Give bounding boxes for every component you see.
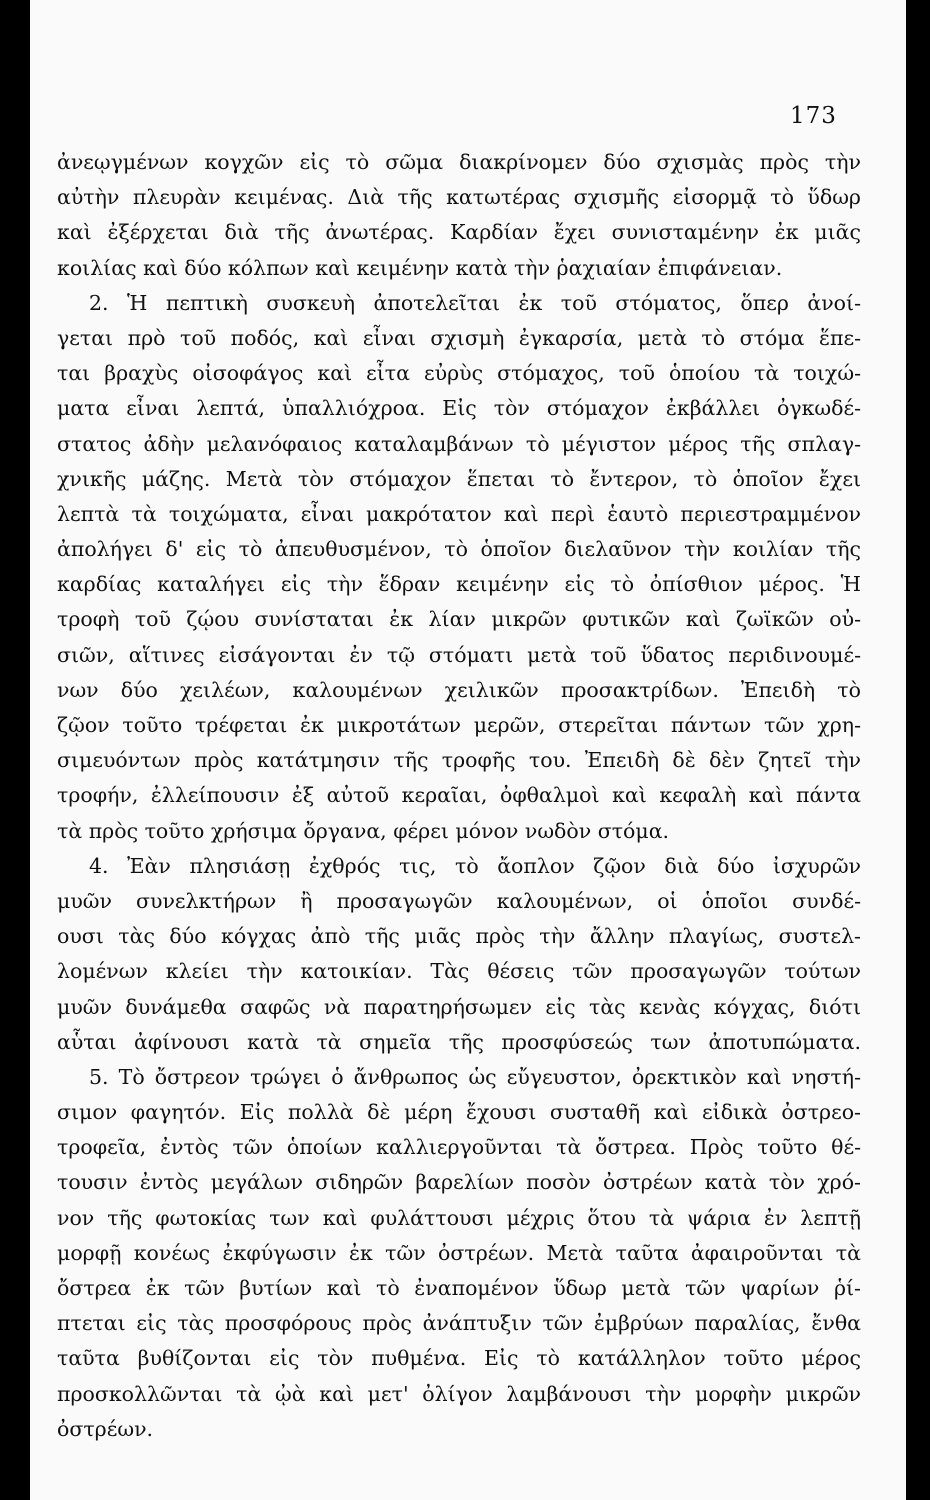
text-line: μυῶν δυνάμεθα σαφῶς νὰ παρατηρήσωμεν εἰς τὰς κενὰς κόγχας, διότι — [57, 994, 861, 1019]
text-line: λεπτὰ τὰ τοιχώματα, εἶναι μακρότατον καὶ περὶ ἑαυτὸ περιεστραμμένον — [57, 501, 861, 526]
text-line: σιμον φαγητόν. Εἰς πολλὰ δὲ μέρη ἔχουσι συσταθῆ καὶ εἰδικὰ ὀστρεο- — [57, 1100, 861, 1125]
text-line: τουσιν ἐντὸς μεγάλων σιδηρῶν βαρελίων ποσὸν ὀστρέων κατὰ τὸν χρό- — [57, 1170, 861, 1195]
text-line: μυῶν συνελκτήρων ἢ προσαγωγῶν καλουμένων, οἱ ὁποῖοι συνδέ- — [57, 888, 861, 913]
text-line: ται βραχὺς οἰσοφάγος καὶ εἶτα εὐρὺς στόμαχος, τοῦ ὁποίου τὰ τοιχώ- — [57, 361, 861, 386]
text-line: καρδίας καταλήγει εἰς τὴν ἕδραν κειμένην εἰς τὸ ὀπίσθιον μέρος. Ἡ — [57, 572, 861, 597]
text-line: χνικῆς μάζης. Μετὰ τὸν στόμαχον ἕπεται τὸ ἔντερον, τὸ ὁποῖον ἔχει — [57, 466, 861, 491]
text-line: γεται πρὸ τοῦ ποδός, καὶ εἶναι σχισμὴ ἐγκαρσία, μετὰ τὸ στόμα ἕπε- — [57, 325, 861, 350]
text-line: 5. Τὸ ὄστρεον τρώγει ὁ ἄνθρωπος ὡς εὔγευστον, ὀρεκτικὸν καὶ νηστή- — [89, 1064, 861, 1089]
text-line: στατος ἀδὴν μελανόφαιος καταλαμβάνων τὸ μέγιστον μέρος τῆς σπλαγ- — [57, 431, 861, 456]
text-line: τροφεῖα, ἐντὸς τῶν ὁποίων καλλιεργοῦνται τὰ ὄστρεα. Πρὸς τοῦτο θέ- — [57, 1135, 861, 1160]
text-line: σιμευόντων πρὸς κατάτμησιν τῆς τροφῆς του. Ἐπειδὴ δὲ δὲν ζητεῖ τὴν — [57, 748, 861, 773]
text-line: καὶ ἐξέρχεται διὰ τῆς ἀνωτέρας. Καρδίαν ἔχει συνισταμένην ἐκ μιᾶς — [57, 220, 861, 245]
text-line: λομένων κλείει τὴν κατοικίαν. Τὰς θέσεις τῶν προσαγωγῶν τούτων — [57, 959, 861, 984]
text-line: μορφῇ κονέως ἐκφύγωσιν ἐκ τῶν ὀστρέων. Μετὰ ταῦτα ἀφαιροῦνται τὰ — [57, 1240, 861, 1265]
scan-edge-right — [906, 0, 930, 1500]
text-line: αὗται ἀφίνουσι κατὰ τὰ σημεῖα τῆς προσφύσεώς των ἀποτυπώματα. — [57, 1029, 861, 1054]
text-line: ὄστρεα ἐκ τῶν βυτίων καὶ τὸ ἐναπομένον ὕδωρ μετὰ τῶν ψαρίων ῥί- — [57, 1276, 861, 1300]
text-line: ὀστρέων. — [57, 1416, 154, 1441]
text-line: ματα εἶναι λεπτά, ὑπαλλιόχροα. Εἰς τὸν στόμαχον ἐκβάλλει ὀγκωδέ- — [57, 396, 861, 421]
text-line: ουσι τὰς δύο κόγχας ἀπὸ τῆς μιᾶς πρὸς τὴν ἄλλην πλαγίως, συστελ- — [57, 924, 861, 949]
text-line: αὐτὴν πλευρὰν κειμένας. Διὰ τῆς κατωτέρας σχισμῆς εἰσορμᾷ τὸ ὕδωρ — [57, 185, 861, 210]
body-text — [57, 145, 861, 1447]
text-line: νον τῆς φωτοκίας των καὶ φυλάττουσι μέχρις ὅτου τὰ ψάρια ἐν λεπτῇ — [57, 1205, 861, 1230]
text-line: κοιλίας καὶ δύο κόλπων καὶ κειμένην κατὰ τὴν ῥαχιαίαν ἐπιφάνειαν. — [57, 255, 783, 280]
text-line: πτεται εἰς τὰς προσφόρους πρὸς ἀνάπτυξιν τῶν ἐμβρύων παραλίας, ἔνθα — [57, 1311, 861, 1336]
text-line: τροφὴ τοῦ ζῴου συνίσταται ἐκ λίαν μικρῶν φυτικῶν καὶ ζωϊκῶν οὐ- — [57, 607, 861, 632]
page-number: 173 — [790, 103, 837, 129]
text-line: ταῦτα βυθίζονται εἰς τὸν πυθμένα. Εἰς τὸ κατάλληλον τοῦτο μέρος — [57, 1346, 861, 1371]
text-line: ζῷον τοῦτο τρέφεται ἐκ μικροτάτων μερῶν, στερεῖται πάντων τῶν χρη- — [57, 713, 861, 737]
text-line: νων δύο χειλέων, καλουμένων χειλικῶν προσακτρίδων. Ἐπειδὴ τὸ — [57, 677, 861, 702]
text-line: τροφήν, ἐλλείπουσιν ἐξ αὐτοῦ κεραῖαι, ὀφθαλμοὶ καὶ κεφαλὴ καὶ πάντα — [57, 783, 861, 808]
text-line: τὰ πρὸς τοῦτο χρήσιμα ὄργανα, φέρει μόνον νωδὸν στόμα. — [57, 818, 670, 843]
scan-edge-left — [0, 0, 30, 1500]
text-line: ἀνεῳγμένων κογχῶν εἰς τὸ σῶμα διακρίνομεν δύο σχισμὰς πρὸς τὴν — [57, 150, 861, 174]
text-line: ἀπολήγει δ' εἰς τὸ ἀπευθυσμένον, τὸ ὁποῖον διελαῦνον τὴν κοιλίαν τῆς — [57, 537, 861, 562]
text-line: 4. Ἐὰν πλησιάσῃ ἐχθρός τις, τὸ ἄοπλον ζῷον διὰ δύο ἰσχυρῶν — [89, 853, 861, 878]
text-line: σιῶν, αἵτινες εἰσάγονται ἐν τῷ στόματι μετὰ τοῦ ὕδατος περιδινουμέ- — [57, 642, 861, 667]
text-line: προσκολλῶνται τὰ ᾠὰ καὶ μετ' ὀλίγον λαμβάνουσι τὴν μορφὴν μικρῶν — [57, 1381, 861, 1406]
text-line: 2. Ἡ πεπτικὴ συσκευὴ ἀποτελεῖται ἐκ τοῦ στόματος, ὅπερ ἀνοί- — [89, 290, 861, 315]
